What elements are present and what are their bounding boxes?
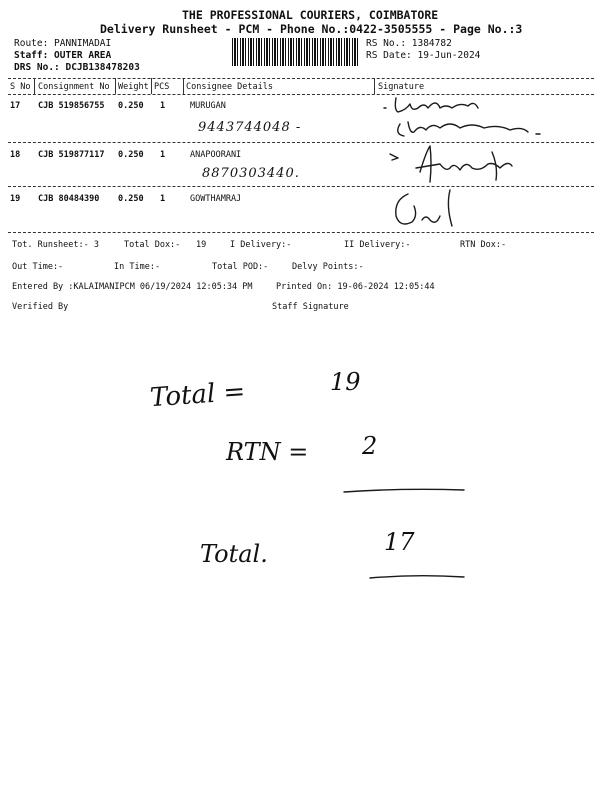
handwritten-rtn-value: 2 [362, 432, 378, 460]
total-dox-value: 19 [196, 240, 207, 250]
handwritten-total-value: 19 [330, 368, 361, 396]
rs-date: RS Date: 19-Jun-2024 [366, 50, 481, 61]
table-bottom-rule [8, 232, 594, 233]
staff-label: Staff: OUTER AREA [14, 50, 112, 61]
handwritten-underline [366, 570, 470, 584]
handwritten-result-value: 17 [384, 528, 415, 556]
col-header-consignment: Consignment No [38, 82, 110, 92]
company-name: THE PROFESSIONAL COURIERS, COIMBATORE [182, 8, 439, 22]
row-weight: 0.250 [118, 194, 144, 204]
out-time: Out Time:- [12, 262, 64, 272]
signature-row-19 [380, 186, 500, 232]
drs-number: DRS No.: DCJB138478203 [14, 62, 140, 73]
row-consignee: MURUGAN [190, 101, 226, 111]
verified-by: Verified By [12, 302, 69, 312]
col-header-consignee: Consignee Details [186, 82, 273, 92]
row-consignment: CJB 519877117 [38, 150, 105, 160]
handwritten-result-label: Total. [200, 540, 268, 568]
row-sno: 19 [10, 194, 21, 204]
ii-delivery: II Delivery:- [344, 240, 411, 250]
handwritten-phone: 8870303440. [202, 166, 300, 181]
col-divider [151, 78, 152, 94]
rtn-dox: RTN Dox:- [460, 240, 507, 250]
handwritten-phone: 9443744048 - [198, 120, 302, 135]
row-weight: 0.250 [118, 101, 144, 111]
row-rule [8, 186, 594, 187]
row-sno: 17 [10, 101, 21, 111]
delvy-points: Delvy Points:- [292, 262, 364, 272]
col-divider [183, 78, 184, 94]
col-header-pcs: PCS [154, 82, 170, 92]
row-consignee: GOWTHAMRAJ [190, 194, 242, 204]
barcode [232, 38, 358, 66]
col-divider [34, 78, 35, 94]
row-consignee: ANAPOORANI [190, 150, 242, 160]
in-time: In Time:- [114, 262, 161, 272]
row-pcs: 1 [160, 101, 166, 111]
handwritten-total-label: Total = [149, 376, 247, 414]
handwritten-rtn-label: RTN = [226, 438, 309, 466]
staff-signature-label: Staff Signature [272, 302, 349, 312]
row-pcs: 1 [160, 194, 166, 204]
signature-row-18 [380, 142, 540, 186]
handwritten-underline [340, 484, 470, 498]
col-header-sno: S No [10, 82, 31, 92]
col-divider [374, 78, 375, 94]
row-sno: 18 [10, 150, 21, 160]
total-pod: Total POD:- [212, 262, 269, 272]
row-consignment: CJB 80484390 [38, 194, 100, 204]
total-dox-label: Total Dox:- [124, 240, 181, 250]
row-consignment: CJB 519856755 [38, 101, 105, 111]
i-delivery: I Delivery:- [230, 240, 292, 250]
rs-number: RS No.: 1384782 [366, 38, 452, 49]
row-weight: 0.250 [118, 150, 144, 160]
tot-runsheet: Tot. Runsheet:- 3 [12, 240, 99, 250]
col-header-weight: Weight [118, 82, 149, 92]
printed-on: Printed On: 19-06-2024 12:05:44 [276, 282, 435, 292]
route-label: Route: PANNIMADAI [14, 38, 112, 49]
row-pcs: 1 [160, 150, 166, 160]
entered-by: Entered By :KALAIMANIPCM 06/19/2024 12:05:34 PM [12, 282, 253, 292]
signature-row-17 [380, 94, 560, 142]
col-divider [115, 78, 116, 94]
runsheet-subtitle: Delivery Runsheet - PCM - Phone No.:0422-3505555 - Page No.:3 [100, 22, 523, 36]
table-top-rule [8, 78, 594, 79]
col-header-signature: Signature [378, 82, 425, 92]
